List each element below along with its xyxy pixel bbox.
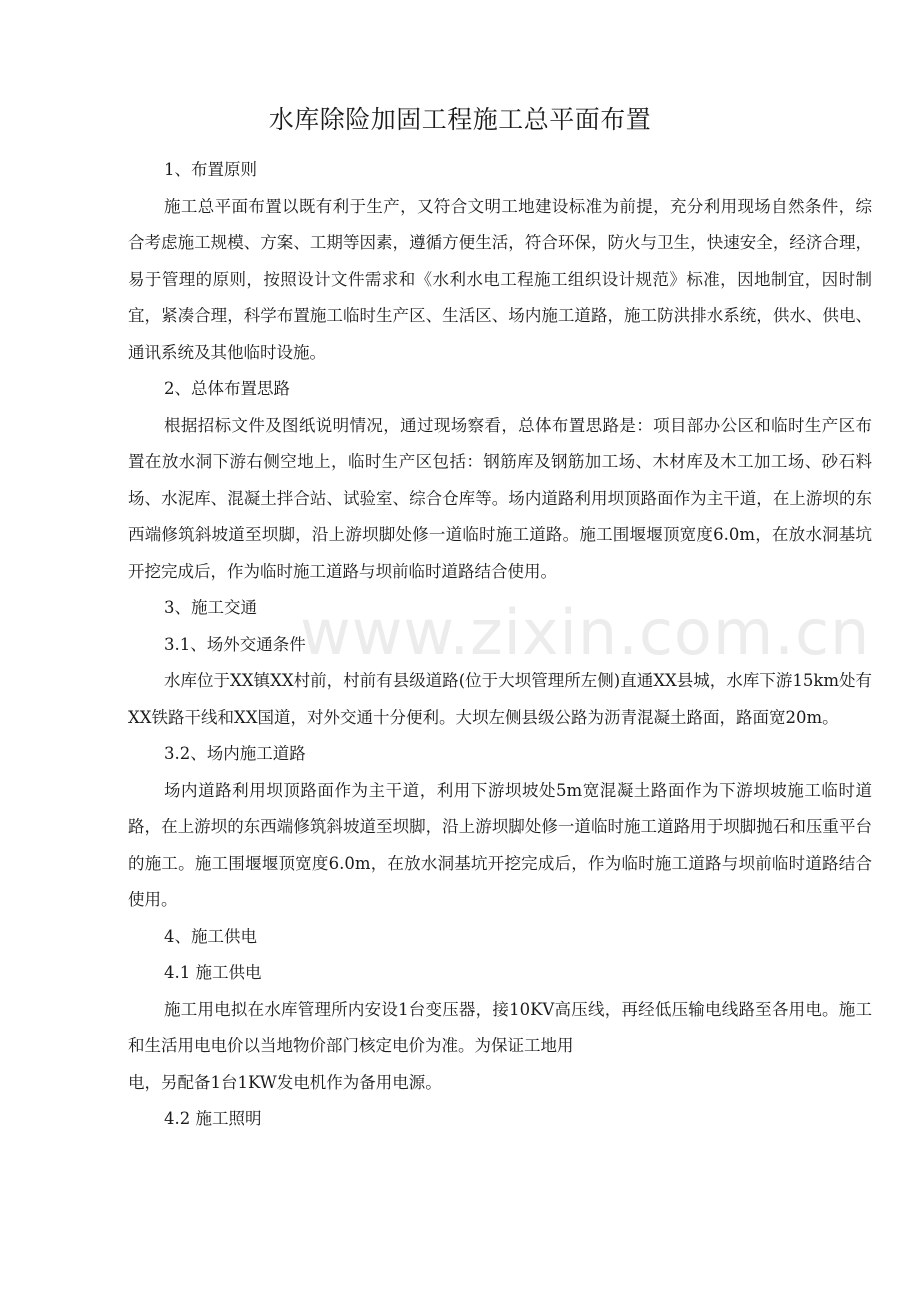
paragraph-external-traffic: 水库位于XX镇XX村前，村前有县级道路(位于大坝管理所左侧)直通XX县城，水库下游15km处有XX铁路干线和XX国道，对外交通十分便利。大坝左侧县级公路为沥青混凝土路面，路面宽20m。 [128, 671, 872, 727]
paragraph-layout-principle: 施工总平面布置以既有利于生产，又符合文明工地建设标准为前提，充分利用现场自然条件，综合考虑施工规模、方案、工期等因素，遵循方便生活，符合环保，防火与卫生，快速安全，经济合理，易于管理的原则，按照设计文件需求和《水利水电工程施工组织设计规范》标准，因地制宜，因时制宜，紧凑合理，科学布置施工临时生产区、生活区、场内施工道路，施工防洪排水系统，供水、供电、通讯系统及其他临时设施。 [128, 196, 872, 362]
paragraph-power-supply: 施工用电拟在水库管理所内安设1台变压器，接10KV高压线，再经低压输电线路至各用电。施工和生活用电电价以当地物价部门核定电价为准。为保证工地用 [128, 999, 872, 1055]
subsection-heading-power-supply: 4.1 施工供电 [164, 963, 262, 982]
section-heading-construction-traffic: 3、施工交通 [164, 598, 257, 617]
subsection-heading-external-traffic: 3.1、场外交通条件 [164, 634, 306, 654]
section-heading-layout-principle: 1、布置原则 [164, 160, 257, 179]
watermark-text: www.zixin.com.cn [300, 596, 871, 669]
paragraph-site-roads: 场内道路利用坝顶路面作为主干道，利用下游坝坡处5m宽混凝土路面作为下游坝坡施工临时道路，在上游坝的东西端修筑斜坡道至坝脚，沿上游坝脚处修一道临时施工道路用于坝脚抛石和压重平台的施工。施工围堰堰顶宽度6.0m，在放水洞基坑开挖完成后，作为临时施工道路与坝前临时道路结合使用。 [128, 780, 872, 909]
paragraph-overall-layout: 根据招标文件及图纸说明情况，通过现场察看，总体布置思路是：项目部办公区和临时生产区布置在放水洞下游右侧空地上，临时生产区包括：钢筋库及钢筋加工场、木材库及木工加工场、砂石料场、水泥库、混凝土拌合站、试验室、综合仓库等。场内道路利用坝顶路面作为主干道，在上游坝的东西端修筑斜坡道至坝脚，沿上游坝脚处修一道临时施工道路。施工围堰堰顶宽度6.0m，在放水洞基坑开挖完成后，作为临时施工道路与坝前临时道路结合使用。 [128, 415, 872, 581]
section-heading-overall-layout: 2、总体布置思路 [164, 379, 290, 398]
subsection-heading-site-roads: 3.2、场内施工道路 [164, 744, 306, 763]
section-heading-power-supply: 4、施工供电 [164, 926, 257, 946]
document-body [128, 152, 872, 1138]
page-title: 水库除险加固工程施工总平面布置 [268, 105, 652, 134]
subsection-heading-lighting: 4.2 施工照明 [164, 1109, 262, 1128]
paragraph-power-supply-continued: 电，另配备1台1KW发电机作为备用电源。 [128, 1072, 442, 1092]
